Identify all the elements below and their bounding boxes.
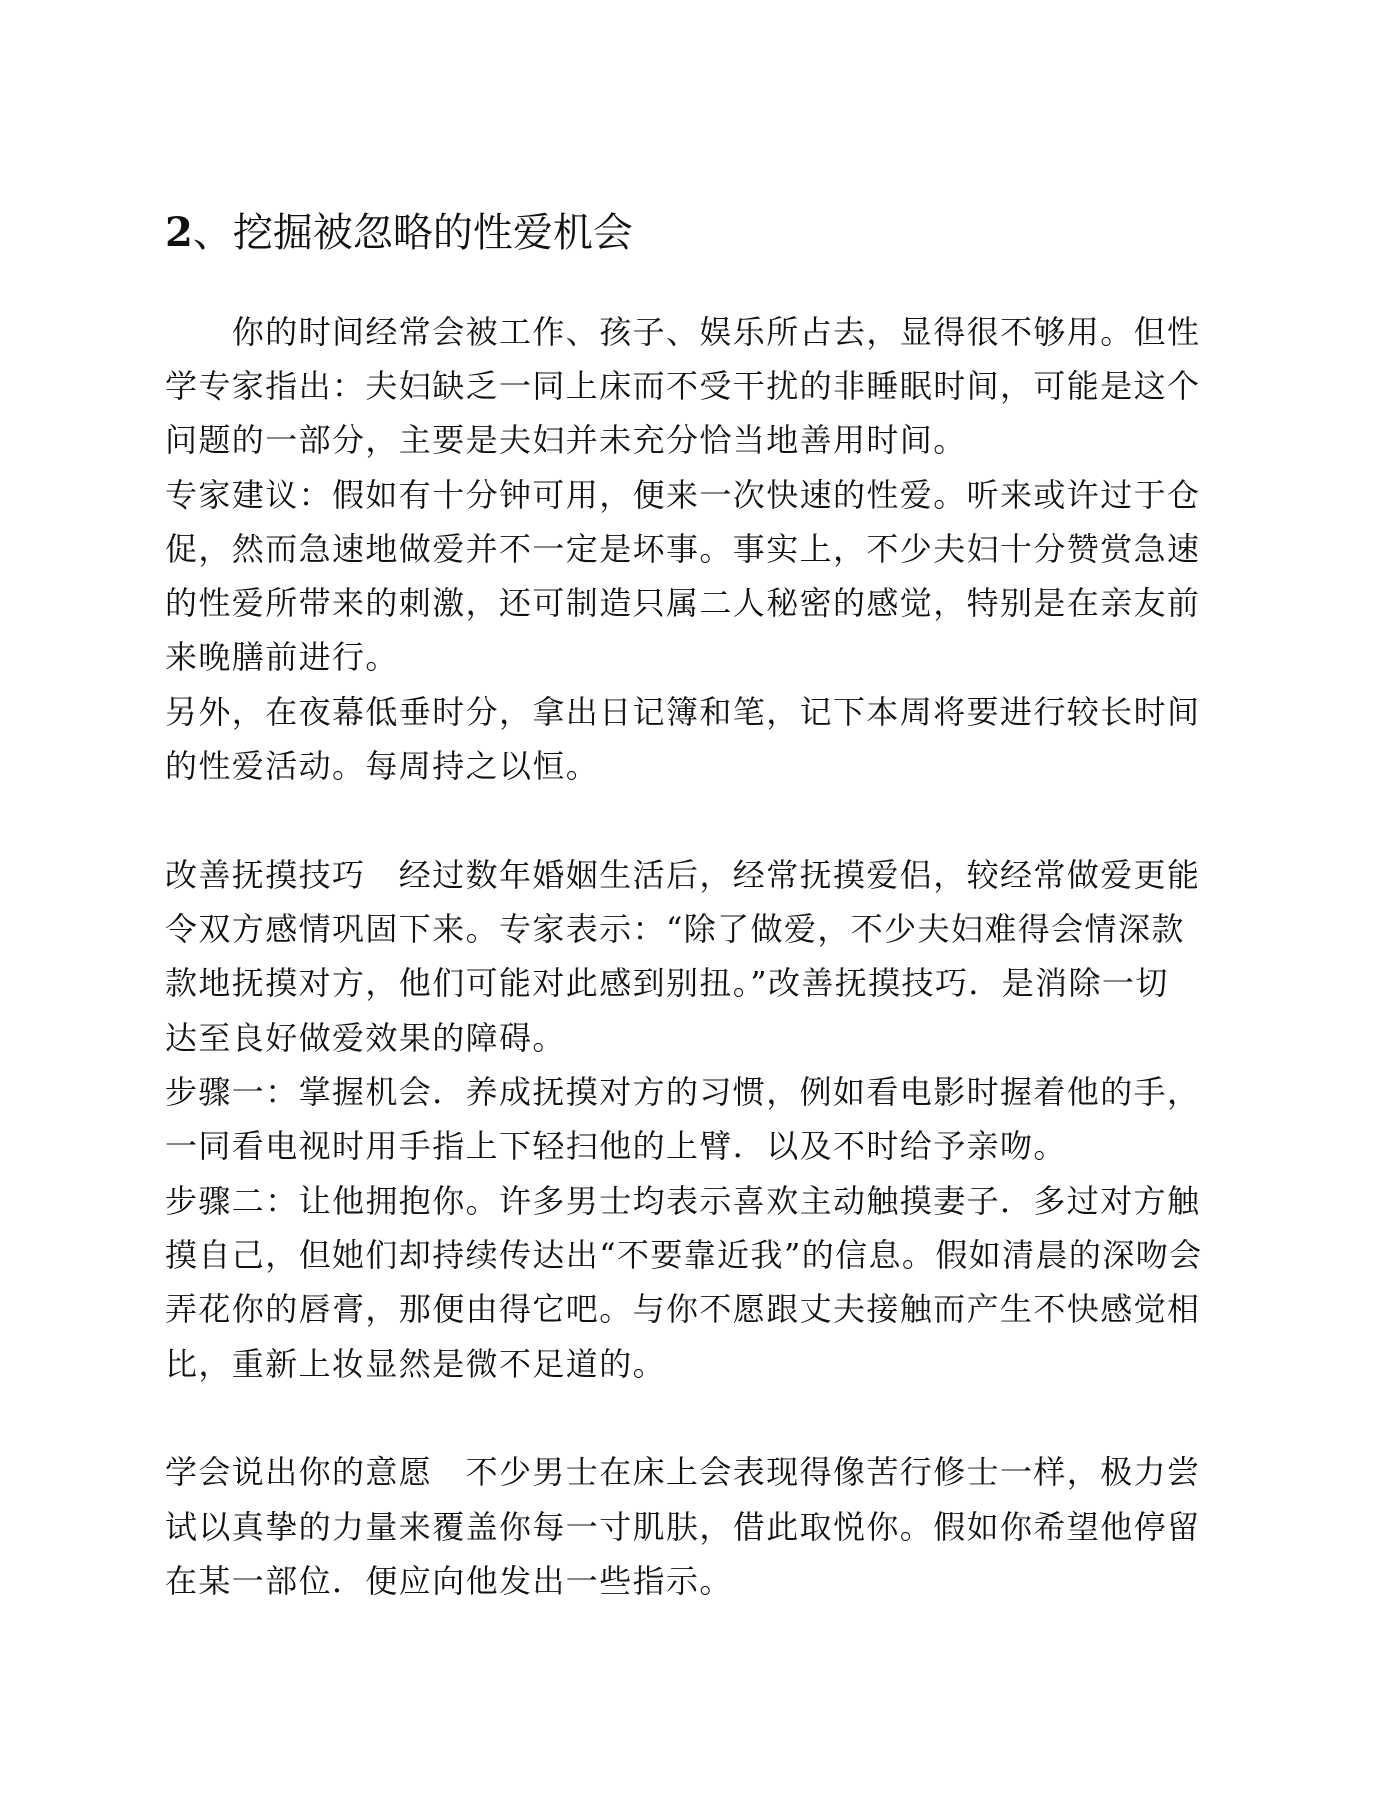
body-line: 你的时间经常会被工作、孩子、娱乐所占去，显得很不够用。但性 [165,313,1201,351]
body-line: 一同看电视时用手指上下轻扫他的上臂．以及不时给予亲吻。 [165,1127,1067,1165]
body-line: 款地抚摸对方，他们可能对此感到别扭。”改善抚摸技巧．是消除一切 [165,964,1169,1002]
body-line: 专家建议：假如有十分钟可用，便来一次快速的性爱。听来或许过于仓 [165,476,1201,514]
body-line: 在某一部位．便应向他发出一些指示。 [165,1562,733,1600]
body-line: 另外，在夜幕低垂时分，拿出日记簿和笔，记下本周将要进行较长时间 [165,693,1201,731]
section-number: 2 [165,209,193,256]
body-line: 比，重新上妆显然是微不足道的。 [165,1345,667,1383]
body-line: 摸自己，但她们却持续传达出“不要靠近我”的信息。假如清晨的深吻会 [165,1236,1203,1274]
body-line: 弄花你的唇膏，那便由得它吧。与你不愿跟丈夫接触而产生不快感觉相 [165,1290,1201,1328]
body-line: 试以真挚的力量来覆盖你每一寸肌肤，借此取悦你。假如你希望他停留 [165,1508,1201,1546]
section-title: 、挖掘被忽略的性爱机会 [192,210,633,256]
body-line: 的性爱活动。每周持之以恒。 [165,747,600,785]
body-line: 的性爱所带来的刺激，还可制造只属二人秘密的感觉，特别是在亲友前 [165,584,1201,622]
body-line: 问题的一部分，主要是夫妇并未充分恰当地善用时间。 [165,421,967,459]
body-line: 促，然而急速地做爱并不一定是坏事。事实上，不少夫妇十分赞赏急速 [165,530,1201,568]
body-line: 学专家指出：夫妇缺乏一同上床而不受干扰的非睡眠时间，可能是这个 [165,367,1201,405]
body-line: 来晚膳前进行。 [165,638,399,676]
body-line: 令双方感情巩固下来。专家表示：“除了做爱，不少夫妇难得会情深款 [165,910,1185,948]
section-heading [165,205,633,261]
body-line: 步骤二：让他拥抱你。许多男士均表示喜欢主动触摸妻子．多过对方触 [165,1182,1201,1220]
body-line: 改善抚摸技巧 经过数年婚姻生活后，经常抚摸爱侣，较经常做爱更能 [165,856,1201,894]
body-line: 达至良好做爱效果的障碍。 [165,1019,566,1057]
body-line: 步骤一：掌握机会．养成抚摸对方的习惯，例如看电影时握着他的手， [165,1073,1201,1111]
body-line: 学会说出你的意愿 不少男士在床上会表现得像苦行修士一样，极力尝 [165,1453,1201,1491]
